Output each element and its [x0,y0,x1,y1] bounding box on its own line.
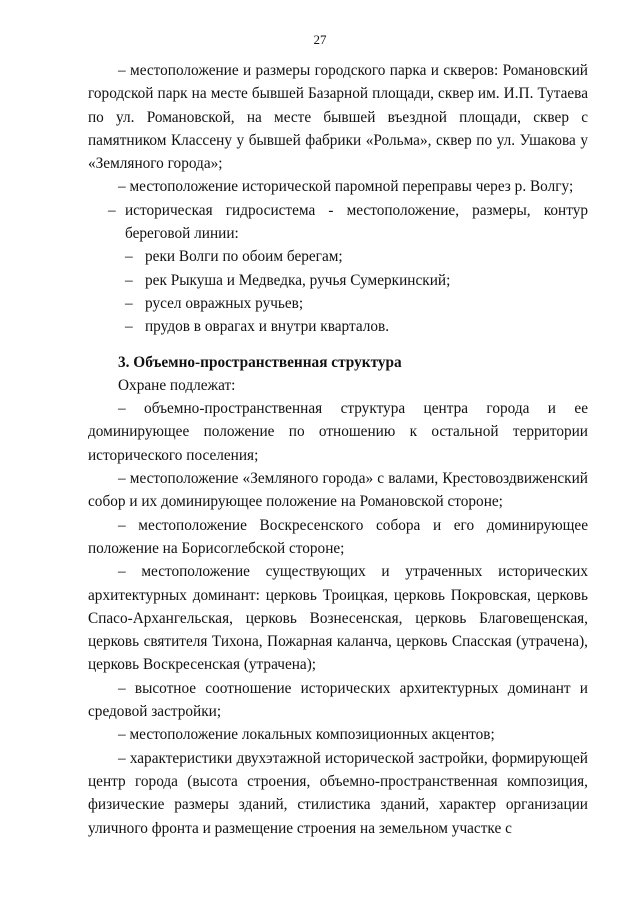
list-dash: – [125,271,133,289]
protected-item: – местоположение «Земляного города» с валами, Крестовоздвиженский собор и их доминирующее положение на Романовской стороне; [88,470,588,511]
list-item [88,245,588,268]
hydrosystem-text: историческая гидросистема - местоположение, размеры, контур береговой линии: [125,201,588,243]
protected-item: – объемно-пространственная структура центра города и ее доминирующее положение по отношению к остальной территории исторического поселения; [88,400,588,464]
document-body [88,59,588,840]
list-dash: – [125,318,133,336]
list-dash: – [108,201,116,219]
list-item-text: реки Волги по обоим берегам; [145,248,343,266]
list-item-text: русел овражных ручьев; [145,294,304,312]
protected-item: – высотное соотношение исторических архитектурных доминант и средовой застройки; [88,679,588,721]
list-item [88,292,588,315]
protected-item: – местоположение локальных композиционных акцентов; [118,726,495,744]
section-intro: Охране подлежат: [118,376,236,394]
list-dash: – [125,248,133,266]
paragraph-hydrosystem [88,199,588,246]
list-dash: – [125,294,133,312]
paragraph-ferry: – местоположение исторической паромной переправы через р. Волгу; [118,178,574,196]
paragraph-parks: – местоположение и размеры городского парка и скверов: Романовский городской парк на месте бывшей Базарной площади, сквер им. И.П. Тутаева по ул. Романовской, на месте бывшей въездной площади, сквер с памятником Классену у бывшей фабрики «Рольма», сквер по ул. Ушакова у «Земляного города»; [88,62,588,173]
section-heading: 3. Объемно-пространственная структура [118,353,402,371]
list-item-text: рек Рыкуша и Медведка, ручья Сумеркинский; [145,271,451,289]
protected-item: – местоположение существующих и утраченных исторических архитектурных доминант: церковь Троицкая, церковь Покровская, церковь Спасо-Архангельская, церковь Вознесенская, церковь Благовещенская, церковь святителя Тихона, Пожарная каланча, церковь Спасская (утрачена), церковь Воскресенская (утрачена); [88,563,588,674]
list-item [88,315,588,338]
protected-item: – характеристики двухэтажной исторической застройки, формирующей центр города (высота строения, объемно-пространственная композиция, физические размеры зданий, стилистика зданий, характер организации уличного фронта и размещение строения на земельном участке с [88,749,588,837]
page-number: 27 [313,32,327,47]
protected-item: – местоположение Воскресенского собора и его доминирующее положение на Борисоглебской стороне; [88,516,588,557]
list-item [88,269,588,292]
list-item-text: прудов в оврагах и внутри кварталов. [145,318,390,336]
